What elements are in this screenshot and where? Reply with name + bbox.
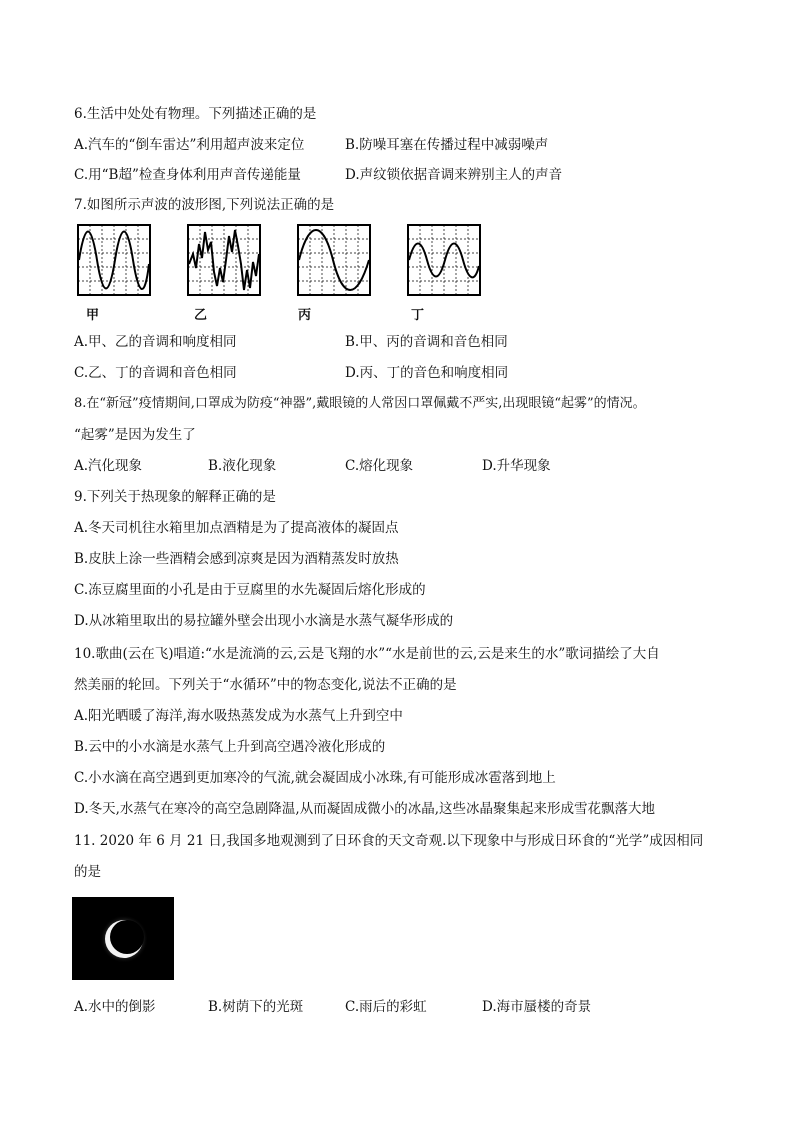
- waveform-yi: [187, 224, 261, 296]
- q10-option-d: D.冬天,水蒸气在寒冷的高空急剧降温,从而凝固成微小的冰晶,这些冰晶聚集起来形成雪花飘落大地: [74, 801, 656, 817]
- q6-option-b: B.防噪耳塞在传播过程中减弱噪声: [345, 137, 549, 153]
- q11-option-a: A.水中的倒影: [74, 999, 156, 1015]
- q9-option-a: A.冬天司机往水箱里加点酒精是为了提高液体的凝固点: [74, 520, 399, 536]
- q8-option-a: A.汽化现象: [74, 458, 143, 474]
- q7-option-a: A.甲、乙的音调和响度相同: [74, 334, 237, 350]
- q9-option-c: C.冻豆腐里面的小孔是由于豆腐里的水先凝固后熔化形成的: [74, 582, 426, 598]
- q8-option-d: D.升华现象: [482, 458, 551, 474]
- q8-option-c: C.熔化现象: [345, 458, 414, 474]
- q11-option-c: C.雨后的彩虹: [345, 999, 427, 1015]
- q10-stem-line2: 然美丽的轮回。下列关于“水循环”中的物态变化,说法不正确的是: [74, 677, 457, 693]
- q8-stem-line2: “起雾”是因为发生了: [74, 427, 196, 443]
- q10-option-c: C.小水滴在高空遇到更加寒冷的气流,就会凝固成小冰珠,有可能形成冰雹落到地上: [74, 770, 556, 786]
- waveform-ding: [407, 224, 481, 296]
- label-ding: 丁: [411, 308, 425, 323]
- label-bing: 丙: [298, 308, 312, 323]
- q7-stem: 7.如图所示声波的波形图,下列说法正确的是: [74, 197, 335, 213]
- waveform-bing: [297, 224, 371, 296]
- q6-option-a: A.汽车的“倒车雷达”利用超声波来定位: [74, 137, 305, 153]
- q11-option-b: B.树荫下的光斑: [208, 999, 304, 1015]
- q8-stem-line1: 8.在“新冠”疫情期间,口罩成为防疫“神器”,戴眼镜的人常因口罩佩戴不严实,出现眼镜“起雾”的情况。: [74, 396, 646, 411]
- q7-option-c: C.乙、丁的音调和音色相同: [74, 365, 237, 381]
- q9-stem: 9.下列关于热现象的解释正确的是: [74, 489, 276, 505]
- q11-stem-line2: 的是: [74, 864, 101, 880]
- q9-option-d: D.从冰箱里取出的易拉罐外壁会出现小水滴是水蒸气凝华形成的: [74, 613, 454, 629]
- q11-stem-line1: 11. 2020 年 6 月 21 日,我国多地观测到了日环食的天文奇观.以下现象中与形成日环食的“光学”成因相同: [74, 833, 704, 849]
- q11-option-d: D.海市蜃楼的奇景: [482, 999, 592, 1015]
- q10-option-b: B.云中的小水滴是水蒸气上升到高空遇冷液化形成的: [74, 739, 386, 755]
- q6-stem: 6.生活中处处有物理。下列描述正确的是: [74, 106, 317, 122]
- q10-option-a: A.阳光晒暖了海洋,海水吸热蒸发成为水蒸气上升到空中: [74, 708, 403, 724]
- q10-stem-line1: 10.歌曲(云在飞)唱道:“水是流淌的云,云是飞翔的水”“水是前世的云,云是来生的水”歌词描绘了大自: [74, 646, 660, 662]
- label-jia: 甲: [86, 308, 100, 323]
- q9-option-b: B.皮肤上涂一些酒精会感到凉爽是因为酒精蒸发时放热: [74, 551, 399, 567]
- label-yi: 乙: [194, 308, 208, 323]
- q7-option-d: D.丙、丁的音色和响度相同: [345, 365, 509, 381]
- waveform-jia: [77, 224, 151, 296]
- annular-eclipse-image: [72, 897, 174, 980]
- q8-option-b: B.液化现象: [208, 458, 277, 474]
- q7-option-b: B.甲、丙的音调和音色相同: [345, 334, 508, 350]
- q6-option-c: C.用“B超”检查身体利用声音传递能量: [74, 167, 301, 183]
- q6-option-d: D.声纹锁依据音调来辨别主人的声音: [345, 167, 563, 183]
